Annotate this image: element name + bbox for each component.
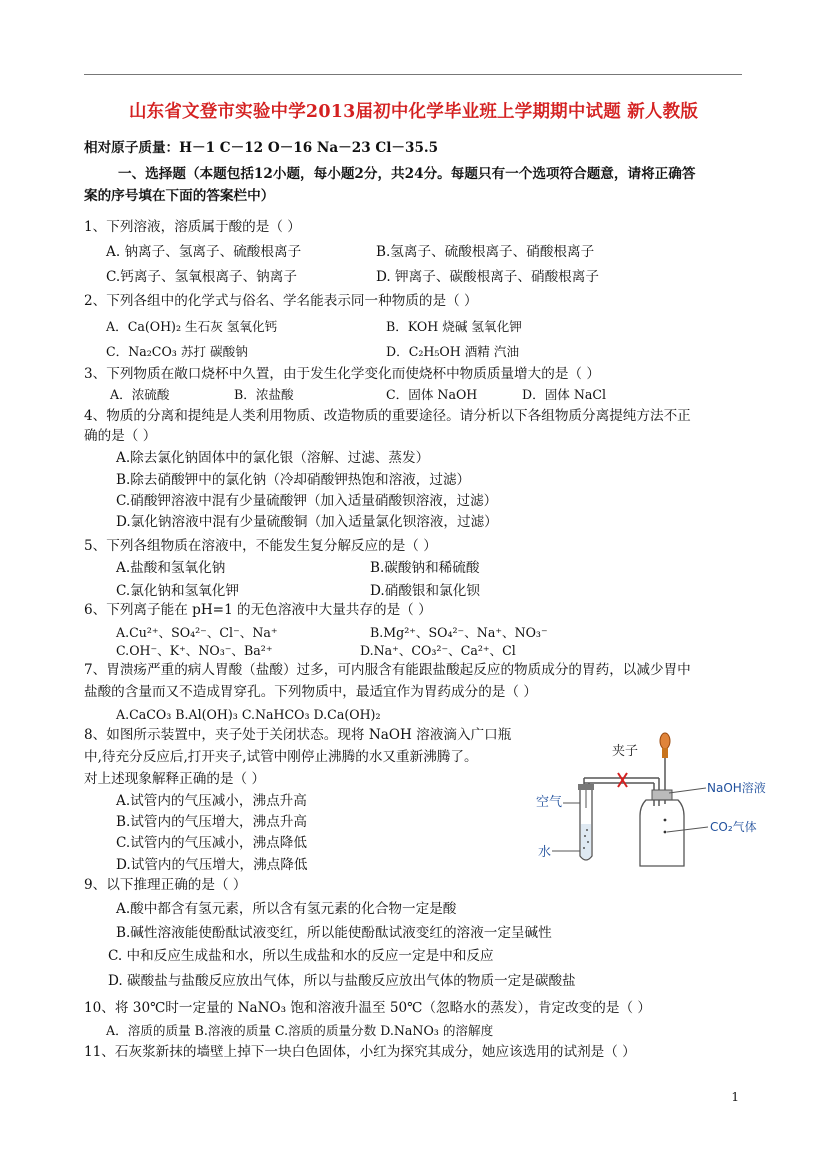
q3-option-d: D．固体 NaCl	[522, 387, 607, 402]
q3-option-b: B．浓盐酸	[234, 387, 294, 402]
q2-option-d: D．C₂H₅OH 酒精 汽油	[386, 344, 520, 359]
water-label: 水	[538, 845, 552, 860]
q9-stem: 9、以下推理正确的是（ ）	[84, 877, 247, 893]
q7-stem-line2: 盐酸的含量而又不造成胃穿孔。下列物质中，最适宜作为胃药成分的是（ ）	[84, 684, 537, 700]
q2-stem: 2、下列各组中的化学式与俗名、学名能表示同一种物质的是（ ）	[84, 293, 478, 309]
q3-stem: 3、下列物质在敞口烧杯中久置，由于发生化学变化而使烧杯中物质质量增大的是（ ）	[84, 366, 600, 382]
page-title: 山东省文登市实验中学2013届初中化学毕业班上学期期中试题 新人教版	[128, 102, 699, 122]
q5-option-c: C.氯化钠和氢氧化钾	[116, 583, 239, 599]
q11-stem: 11、石灰浆新抹的墙壁上掉下一块白色固体，小红为探究其成分，她应该选用的试剂是（ ）	[84, 1044, 636, 1060]
atomic-mass-line: 相对原子质量：H－1 C－12 O－16 Na－23 Cl－35.5	[84, 140, 439, 156]
q1-option-b: B.氢离子、硫酸根离子、硝酸根离子	[376, 244, 595, 260]
q9-option-d: D. 碳酸盐与盐酸反应放出气体，所以与盐酸反应放出气体的物质一定是碳酸盐	[108, 973, 576, 989]
q8-stem-line1: 8、如图所示装置中，夹子处于关闭状态。现将 NaOH 溶液滴入广口瓶	[84, 727, 512, 743]
section1-heading-line2: 案的序号填在下面的答案栏中）	[84, 188, 275, 204]
q5-option-b: B.碳酸钠和稀硫酸	[370, 560, 480, 576]
q5-option-d: D.硝酸银和氯化钡	[370, 583, 480, 599]
q1-stem: 1、下列溶液，溶质属于酸的是（ ）	[84, 219, 301, 235]
q6-stem: 6、下列离子能在 pH=1 的无色溶液中大量共存的是（ ）	[84, 602, 432, 618]
co2-label: CO₂气体	[710, 820, 757, 834]
q10-stem: 10、将 30℃时一定量的 NaNO₃ 饱和溶液升温至 50℃（忽略水的蒸发），肯定改变的是（ ）	[84, 1000, 652, 1016]
section1-heading-line1: 一、选择题（本题包括12小题，每小题2分，共24分。每题只有一个选项符合题意，请将正确答	[118, 166, 696, 182]
q6-option-b: B.Mg²⁺、SO₄²⁻、Na⁺、NO₃⁻	[370, 625, 548, 640]
q2-option-a: A．Ca(OH)₂ 生石灰 氢氧化钙	[106, 319, 278, 334]
q9-option-b: B.碱性溶液能使酚酞试液变红，所以能使酚酞试液变红的溶液一定呈碱性	[116, 925, 552, 941]
q7-stem-line1: 7、胃溃疡严重的病人胃酸（盐酸）过多，可内服含有能跟盐酸起反应的物质成分的胃药，以减少胃中	[84, 662, 691, 678]
q6-option-a: A.Cu²⁺、SO₄²⁻、Cl⁻、Na⁺	[116, 625, 278, 640]
q2-option-c: C．Na₂CO₃ 苏打 碳酸钠	[106, 344, 248, 359]
q4-option-c: C.硝酸钾溶液中混有少量硫酸钾（加入适量硝酸钡溶液，过滤）	[116, 493, 498, 509]
air-label: 空气	[536, 795, 563, 810]
naoh-label: NaOH溶液	[707, 781, 766, 795]
q4-stem-line1: 4、物质的分离和提纯是人类利用物质、改造物质的重要途径。请分析以下各组物质分离提纯方法不正	[84, 408, 691, 424]
q5-stem: 5、下列各组物质在溶液中，不能发生复分解反应的是（ ）	[84, 538, 437, 554]
q6-option-d: D.Na⁺、CO₃²⁻、Ca²⁺、Cl	[360, 643, 516, 658]
q8-stem-line3: 对上述现象解释正确的是（ ）	[84, 771, 266, 787]
wide-mouth-bottle	[640, 790, 684, 866]
q3-option-a: A．浓硫酸	[110, 387, 170, 402]
q4-option-d: D.氯化钠溶液中混有少量硫酸铜（加入适量氯化钡溶液，过滤）	[116, 514, 498, 530]
q9-option-c: C. 中和反应生成盐和水，所以生成盐和水的反应一定是中和反应	[108, 948, 494, 964]
q4-option-a: A.除去氯化钠固体中的氯化银（溶解、过滤、蒸发）	[116, 450, 430, 466]
q9-option-a: A.酸中都含有氢元素，所以含有氢元素的化合物一定是酸	[116, 901, 457, 917]
q7-options: A.CaCO₃ B.Al(OH)₃ C.NaHCO₃ D.Ca(OH)₂	[116, 707, 381, 722]
q4-option-b: B.除去硝酸钾中的氯化钠（冷却硝酸钾热饱和溶液，过滤）	[116, 472, 471, 488]
apparatus-figure	[526, 728, 778, 878]
q8-option-c: C.试管内的气压减小，沸点降低	[116, 835, 307, 851]
q10-options: A．溶质的质量 B.溶液的质量 C.溶质的质量分数 D.NaNO₃ 的溶解度	[106, 1023, 494, 1038]
test-tube	[578, 784, 594, 860]
q8-option-d: D.试管内的气压增大，沸点降低	[116, 857, 308, 873]
q8-stem-line2: 中,待充分反应后,打开夹子,试管中刚停止沸腾的水又重新沸腾了。	[84, 749, 478, 765]
clip-label: 夹子	[612, 744, 639, 759]
q6-option-c: C.OH⁻、K⁺、NO₃⁻、Ba²⁺	[116, 643, 273, 658]
q5-option-a: A.盐酸和氢氧化钠	[116, 560, 226, 576]
q8-option-b: B.试管内的气压增大，沸点升高	[116, 814, 308, 830]
q1-option-a: A. 钠离子、氢离子、硫酸根离子	[106, 244, 302, 260]
q1-option-d: D. 钾离子、碳酸根离子、硝酸根离子	[376, 269, 599, 285]
header-rule	[84, 74, 742, 75]
q2-option-b: B．KOH 烧碱 氢氧化钾	[386, 319, 522, 334]
q3-option-c: C．固体 NaOH	[386, 387, 478, 402]
q1-option-c: C.钙离子、氢氧根离子、钠离子	[106, 269, 297, 285]
q8-option-a: A.试管内的气压减小，沸点升高	[116, 793, 307, 809]
q4-stem-line2: 确的是（ ）	[84, 428, 157, 444]
clip-marker	[618, 773, 627, 787]
page-number: 1	[731, 1090, 739, 1104]
